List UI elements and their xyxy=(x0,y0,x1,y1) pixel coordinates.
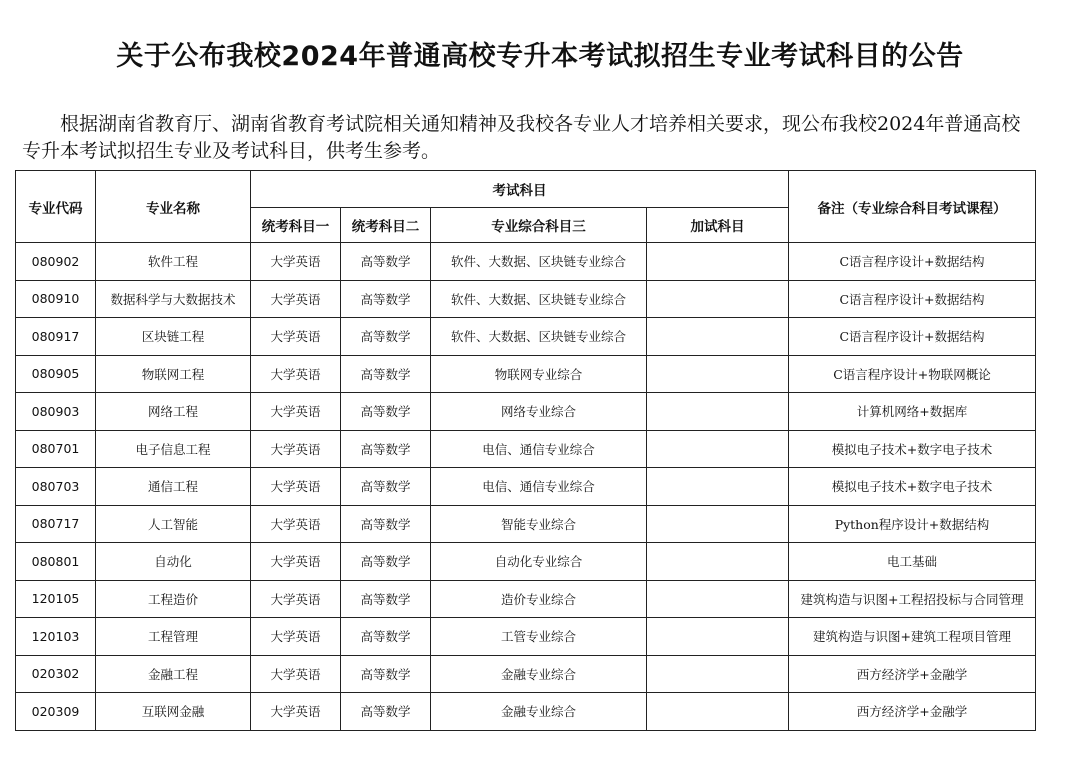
table-row xyxy=(16,505,1036,543)
cell-name: 人工智能 xyxy=(96,505,251,543)
table-body xyxy=(16,243,1036,731)
cell-subject-1: 大学英语 xyxy=(251,430,341,468)
cell-remark: C语言程序设计+数据结构 xyxy=(789,243,1036,281)
cell-name: 物联网工程 xyxy=(96,355,251,393)
cell-name: 通信工程 xyxy=(96,468,251,506)
cell-subject-2: 高等数学 xyxy=(341,318,431,356)
cell-remark: 西方经济学+金融学 xyxy=(789,655,1036,693)
cell-subject-3: 智能专业综合 xyxy=(431,505,647,543)
table-row xyxy=(16,580,1036,618)
cell-name: 电子信息工程 xyxy=(96,430,251,468)
cell-subject-1: 大学英语 xyxy=(251,468,341,506)
cell-code: 120105 xyxy=(16,580,96,618)
table-row xyxy=(16,430,1036,468)
cell-subject-3: 物联网专业综合 xyxy=(431,355,647,393)
cell-remark: 建筑构造与识图+建筑工程项目管理 xyxy=(789,618,1036,656)
table-row xyxy=(16,468,1036,506)
cell-remark: C语言程序设计+物联网概论 xyxy=(789,355,1036,393)
cell-subject-2: 高等数学 xyxy=(341,618,431,656)
cell-name: 数据科学与大数据技术 xyxy=(96,280,251,318)
cell-extra-subject xyxy=(647,468,789,506)
cell-code: 080902 xyxy=(16,243,96,281)
cell-subject-2: 高等数学 xyxy=(341,655,431,693)
cell-extra-subject xyxy=(647,618,789,656)
cell-remark: C语言程序设计+数据结构 xyxy=(789,318,1036,356)
document-title: 关于公布我校2024年普通高校专升本考试拟招生专业考试科目的公告 xyxy=(116,41,964,72)
cell-subject-2: 高等数学 xyxy=(341,280,431,318)
cell-extra-subject xyxy=(647,693,789,731)
cell-subject-3: 电信、通信专业综合 xyxy=(431,468,647,506)
cell-subject-3: 软件、大数据、区块链专业综合 xyxy=(431,243,647,281)
cell-subject-3: 电信、通信专业综合 xyxy=(431,430,647,468)
table-row xyxy=(16,318,1036,356)
header-subject-1: 统考科目一 xyxy=(251,208,341,243)
cell-remark: Python程序设计+数据结构 xyxy=(789,505,1036,543)
subjects-table xyxy=(15,170,1036,731)
header-extra-subject: 加试科目 xyxy=(647,208,789,243)
cell-subject-1: 大学英语 xyxy=(251,505,341,543)
cell-name: 网络工程 xyxy=(96,393,251,431)
cell-subject-1: 大学英语 xyxy=(251,580,341,618)
cell-subject-2: 高等数学 xyxy=(341,580,431,618)
header-exam-subjects: 考试科目 xyxy=(251,171,789,208)
cell-extra-subject xyxy=(647,318,789,356)
cell-name: 工程造价 xyxy=(96,580,251,618)
cell-subject-3: 金融专业综合 xyxy=(431,693,647,731)
cell-code: 080910 xyxy=(16,280,96,318)
header-code: 专业代码 xyxy=(16,171,96,243)
cell-subject-1: 大学英语 xyxy=(251,318,341,356)
cell-code: 080717 xyxy=(16,505,96,543)
cell-subject-2: 高等数学 xyxy=(341,505,431,543)
cell-remark: 模拟电子技术+数字电子技术 xyxy=(789,468,1036,506)
table-row xyxy=(16,243,1036,281)
cell-name: 自动化 xyxy=(96,543,251,581)
cell-subject-3: 软件、大数据、区块链专业综合 xyxy=(431,318,647,356)
table-row xyxy=(16,355,1036,393)
cell-extra-subject xyxy=(647,355,789,393)
cell-subject-2: 高等数学 xyxy=(341,430,431,468)
cell-name: 互联网金融 xyxy=(96,693,251,731)
cell-subject-2: 高等数学 xyxy=(341,468,431,506)
cell-extra-subject xyxy=(647,243,789,281)
cell-subject-3: 造价专业综合 xyxy=(431,580,647,618)
cell-name: 软件工程 xyxy=(96,243,251,281)
cell-subject-3: 工管专业综合 xyxy=(431,618,647,656)
cell-subject-1: 大学英语 xyxy=(251,618,341,656)
cell-subject-1: 大学英语 xyxy=(251,355,341,393)
cell-remark: 模拟电子技术+数字电子技术 xyxy=(789,430,1036,468)
cell-code: 080703 xyxy=(16,468,96,506)
cell-extra-subject xyxy=(647,430,789,468)
cell-subject-1: 大学英语 xyxy=(251,543,341,581)
cell-remark: 计算机网络+数据库 xyxy=(789,393,1036,431)
cell-subject-1: 大学英语 xyxy=(251,693,341,731)
header-row-1 xyxy=(16,171,1036,208)
cell-extra-subject xyxy=(647,655,789,693)
cell-remark: 建筑构造与识图+工程招投标与合同管理 xyxy=(789,580,1036,618)
cell-extra-subject xyxy=(647,543,789,581)
cell-code: 080917 xyxy=(16,318,96,356)
cell-remark: 西方经济学+金融学 xyxy=(789,693,1036,731)
cell-subject-2: 高等数学 xyxy=(341,243,431,281)
header-subject-2: 统考科目二 xyxy=(341,208,431,243)
cell-extra-subject xyxy=(647,393,789,431)
cell-subject-1: 大学英语 xyxy=(251,243,341,281)
table-row xyxy=(16,618,1036,656)
header-remark: 备注（专业综合科目考试课程） xyxy=(789,171,1036,243)
cell-subject-2: 高等数学 xyxy=(341,355,431,393)
cell-subject-1: 大学英语 xyxy=(251,655,341,693)
cell-subject-2: 高等数学 xyxy=(341,543,431,581)
table-row xyxy=(16,693,1036,731)
cell-code: 020309 xyxy=(16,693,96,731)
table-row xyxy=(16,543,1036,581)
cell-subject-3: 网络专业综合 xyxy=(431,393,647,431)
cell-subject-1: 大学英语 xyxy=(251,393,341,431)
cell-subject-2: 高等数学 xyxy=(341,393,431,431)
cell-subject-2: 高等数学 xyxy=(341,693,431,731)
cell-code: 080905 xyxy=(16,355,96,393)
cell-code: 120103 xyxy=(16,618,96,656)
cell-subject-3: 软件、大数据、区块链专业综合 xyxy=(431,280,647,318)
cell-name: 工程管理 xyxy=(96,618,251,656)
table-row xyxy=(16,393,1036,431)
cell-subject-1: 大学英语 xyxy=(251,280,341,318)
cell-code: 080801 xyxy=(16,543,96,581)
header-subject-3: 专业综合科目三 xyxy=(431,208,647,243)
cell-subject-3: 金融专业综合 xyxy=(431,655,647,693)
cell-name: 区块链工程 xyxy=(96,318,251,356)
header-name: 专业名称 xyxy=(96,171,251,243)
cell-extra-subject xyxy=(647,280,789,318)
cell-code: 080903 xyxy=(16,393,96,431)
cell-remark: 电工基础 xyxy=(789,543,1036,581)
cell-subject-3: 自动化专业综合 xyxy=(431,543,647,581)
cell-code: 080701 xyxy=(16,430,96,468)
cell-extra-subject xyxy=(647,505,789,543)
cell-code: 020302 xyxy=(16,655,96,693)
cell-remark: C语言程序设计+数据结构 xyxy=(789,280,1036,318)
cell-name: 金融工程 xyxy=(96,655,251,693)
cell-extra-subject xyxy=(647,580,789,618)
table-row xyxy=(16,280,1036,318)
table-row xyxy=(16,655,1036,693)
intro-paragraph: 根据湖南省教育厅、湖南省教育考试院相关通知精神及我校各专业人才培养相关要求，现公布我校2024年普通高校专升本考试拟招生专业及考试科目，供考生参考。 xyxy=(22,113,1021,162)
